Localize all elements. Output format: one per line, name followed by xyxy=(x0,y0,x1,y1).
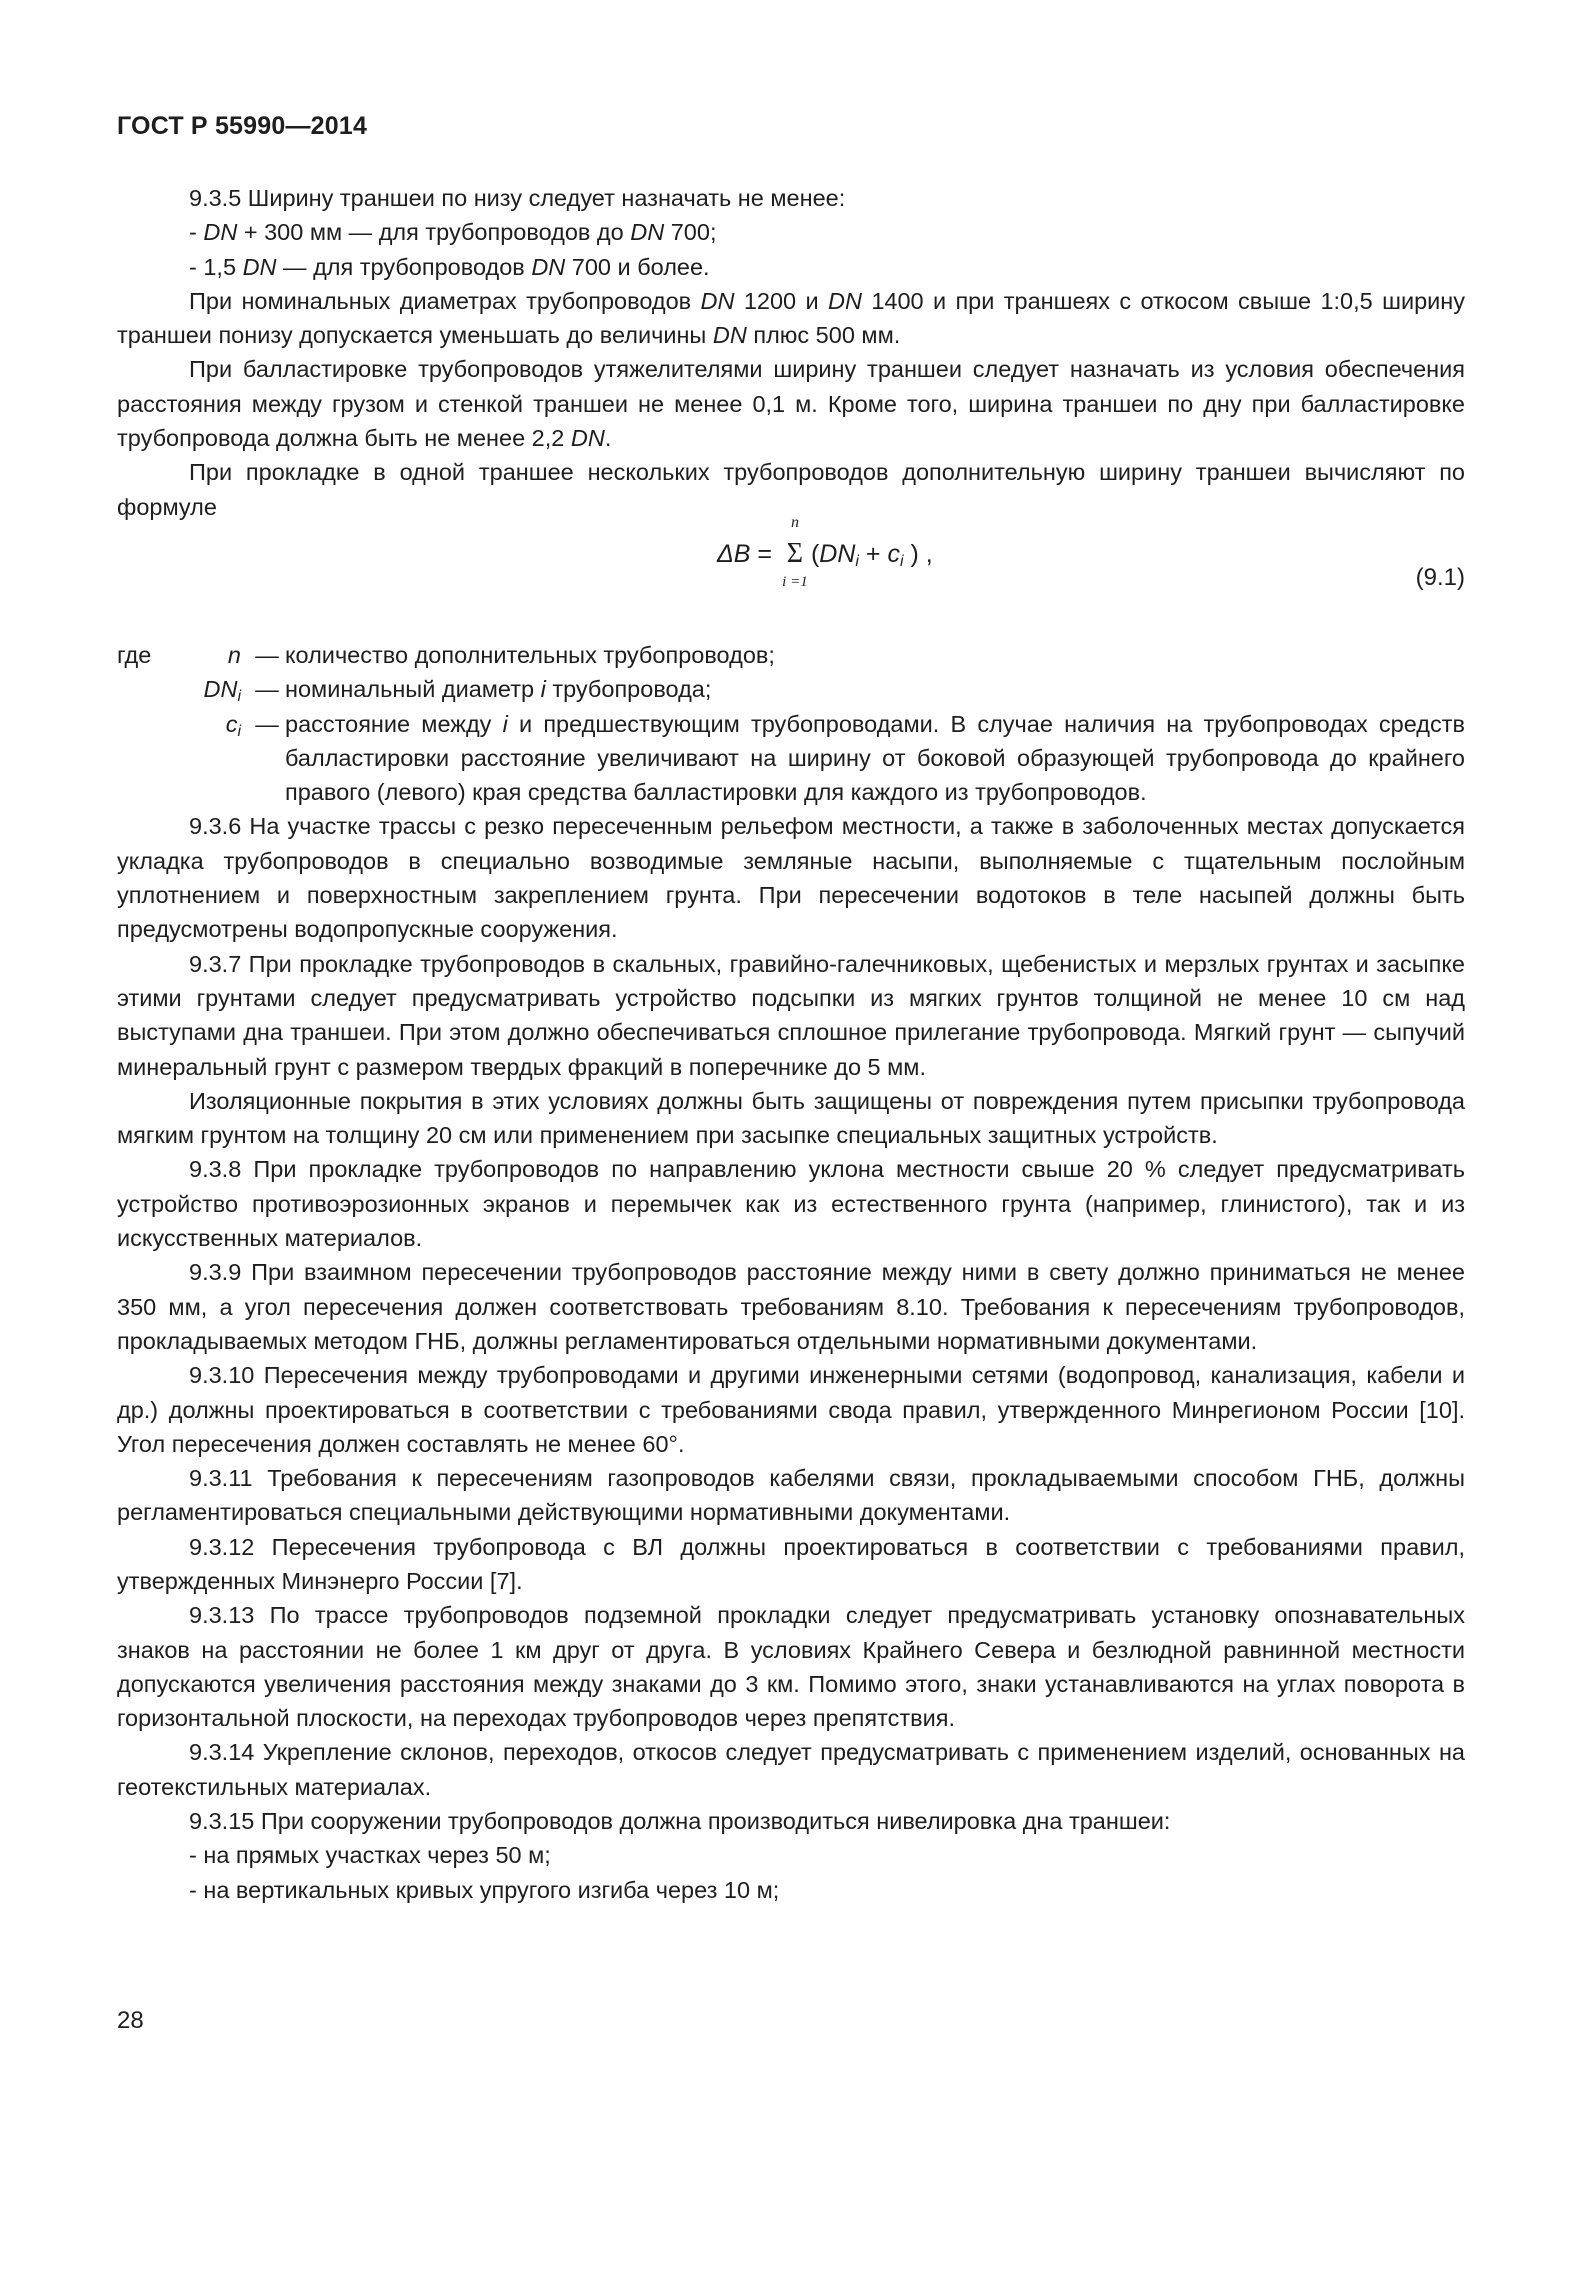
legend-symbol: $c_i$ xyxy=(225,710,241,740)
list-item: - DN + 300 мм — для трубопроводов до DN 700; xyxy=(189,219,717,246)
paragraph-9-3-7: 9.3.7 При прокладке трубопроводов в скальных, гравийно-галечниковых, щебенистых и мерзлых грунтах и засыпке этими грунтами следует предусматривать устройство подсыпки из мягких грунтов толщиной не менее 10 см над выступами дна траншеи. При этом должно обеспечиваться сплошное прилегание трубопровода. Мягкий грунт — сыпучий минеральный грунт с размером твердых фракций в поперечнике до 5 мм. xyxy=(117,950,1465,1080)
paragraph-9-3-9: 9.3.9 При взаимном пересечении трубопроводов расстояние между ними в свету должно приниматься не менее 350 мм, а угол пересечения должен соответствовать требованиям 8.10. Требования к пересечениям трубопроводов, прокладываемых методом ГНБ, должны регламентироваться отдельными нормативными документами. xyxy=(117,1259,1465,1354)
paragraph: Изоляционные покрытия в этих условиях должны быть защищены от повреждения путем присыпки трубопровода мягким грунтом на толщину 20 см или применением при засыпке специальных защитных устройств. xyxy=(117,1087,1465,1149)
legend-text: расстояние между i и предшествующим трубопроводами. В случае наличия на трубопроводах средств балластировки расстояние увеличивают на ширину от боковой образующей трубопровода до крайнего правого (левого) края средства балластировки для каждого из трубопроводов. xyxy=(285,710,1466,806)
formula-9-1 xyxy=(117,513,1465,634)
paragraph-9-3-11: 9.3.11 Требования к пересечениям газопроводов кабелями связи, прокладываемыми способом ГНБ, должны регламентироваться специальными действующими нормативными документами. xyxy=(117,1465,1465,1526)
document-page xyxy=(117,112,1465,1907)
formula-legend: где n — количество дополнительных трубопроводов; $DN_i$ — номинальный диаметр i трубопровода; $c_i$ — расстояние между i и предшествующим трубопроводами. В случае наличия на трубопроводах средств балластировки расстояние увеличивают на ширину от боковой образующей трубопровода до крайнего правого (левого) края средства балластировки для каждого из трубопроводов. xyxy=(117,638,1465,809)
paragraph: При прокладке в одной траншее нескольких трубопроводов дополнительную ширину траншеи вычисляют по формуле xyxy=(117,459,1465,520)
formula-expression: ΔB = n Σ i =1 ($DN_i + c_i$ ) , xyxy=(717,513,933,590)
paragraph-9-3-14: 9.3.14 Укрепление склонов, переходов, откосов следует предусматривать с применением изделий, основанных на геотекстильных материалах. xyxy=(117,1739,1465,1800)
list-item: - 1,5 DN — для трубопроводов DN 700 и более. xyxy=(189,253,710,280)
formula-number: (9.1) xyxy=(1415,563,1465,591)
paragraph-9-3-8: 9.3.8 При прокладке трубопроводов по направлению уклона местности свыше 20 % следует предусматривать устройство противоэрозионных экранов и перемычек как из естественного грунта (например, глинистого), так и из искусственных материалов. xyxy=(117,1156,1465,1252)
legend-text: номинальный диаметр i трубопровода; xyxy=(285,676,712,703)
page-number: 28 xyxy=(117,2007,144,2034)
paragraph-9-3-12: 9.3.12 Пересечения трубопровода с ВЛ должны проектироваться в соответствии с требованиями правил, утвержденных Минэнерго России [7]. xyxy=(117,1533,1465,1594)
legend-symbol: $DN_i$ xyxy=(203,676,241,706)
paragraph: При номинальных диаметрах трубопроводов DN 1200 и DN 1400 и при траншеях с откосом свыше 1:0,5 ширину траншеи понизу допускается уменьшать до величины DN плюс 500 мм. xyxy=(117,287,1465,349)
legend-label: где xyxy=(117,641,152,668)
legend-text: количество дополнительных трубопроводов; xyxy=(285,641,775,668)
paragraph-9-3-6: 9.3.6 На участке трассы с резко пересеченным рельефом местности, а также в заболоченных местах допускается укладка трубопроводов в специально возводимые земляные насыпи, выполняемые с тщательным послойным уплотнением и поверхностным закреплением грунта. При пересечении водотоков в теле насыпей должны быть предусмотрены водопропускные сооружения. xyxy=(117,813,1465,943)
paragraph-9-3-10: 9.3.10 Пересечения между трубопроводами и другими инженерными сетями (водопровод, канализация, кабели и др.) должны проектироваться в соответствии с требованиями свода правил, утвержденного Минрегионом России [10]. Угол пересечения должен составлять не менее 60°. xyxy=(117,1362,1465,1457)
paragraph: При балластировке трубопроводов утяжелителями ширину траншеи следует назначать из условия обеспечения расстояния между грузом и стенкой траншеи не менее 0,1 м. Кроме того, ширина траншеи по дну при балластировке трубопровода должна быть не менее 2,2 DN. xyxy=(117,356,1465,452)
legend-symbol: n xyxy=(227,641,241,668)
paragraph-9-3-15: 9.3.15 При сооружении трубопроводов должна производиться нивелировка дна траншеи: xyxy=(189,1808,1171,1835)
list-item: - на прямых участках через 50 м; xyxy=(189,1842,551,1869)
sum-symbol: n Σ i =1 xyxy=(782,513,808,590)
paragraph-9-3-13: 9.3.13 По трассе трубопроводов подземной прокладки следует предусматривать установку опознавательных знаков на расстоянии не более 1 км друг от друга. В условиях Крайнего Севера и безлюдной равнинной местности допускаются увеличения расстояния между знаками до 3 км. Помимо этого, знаки устанавливаются на углах поворота в горизонтальной плоскости, на переходах трубопроводов через препятствия. xyxy=(117,1602,1465,1732)
list-item: - на вертикальных кривых упругого изгиба через 10 м; xyxy=(189,1876,780,1903)
section-9-3-5-title: 9.3.5 Ширину траншеи по низу следует назначать не менее: xyxy=(189,185,846,211)
document-header: ГОСТ Р 55990—2014 xyxy=(117,112,368,140)
